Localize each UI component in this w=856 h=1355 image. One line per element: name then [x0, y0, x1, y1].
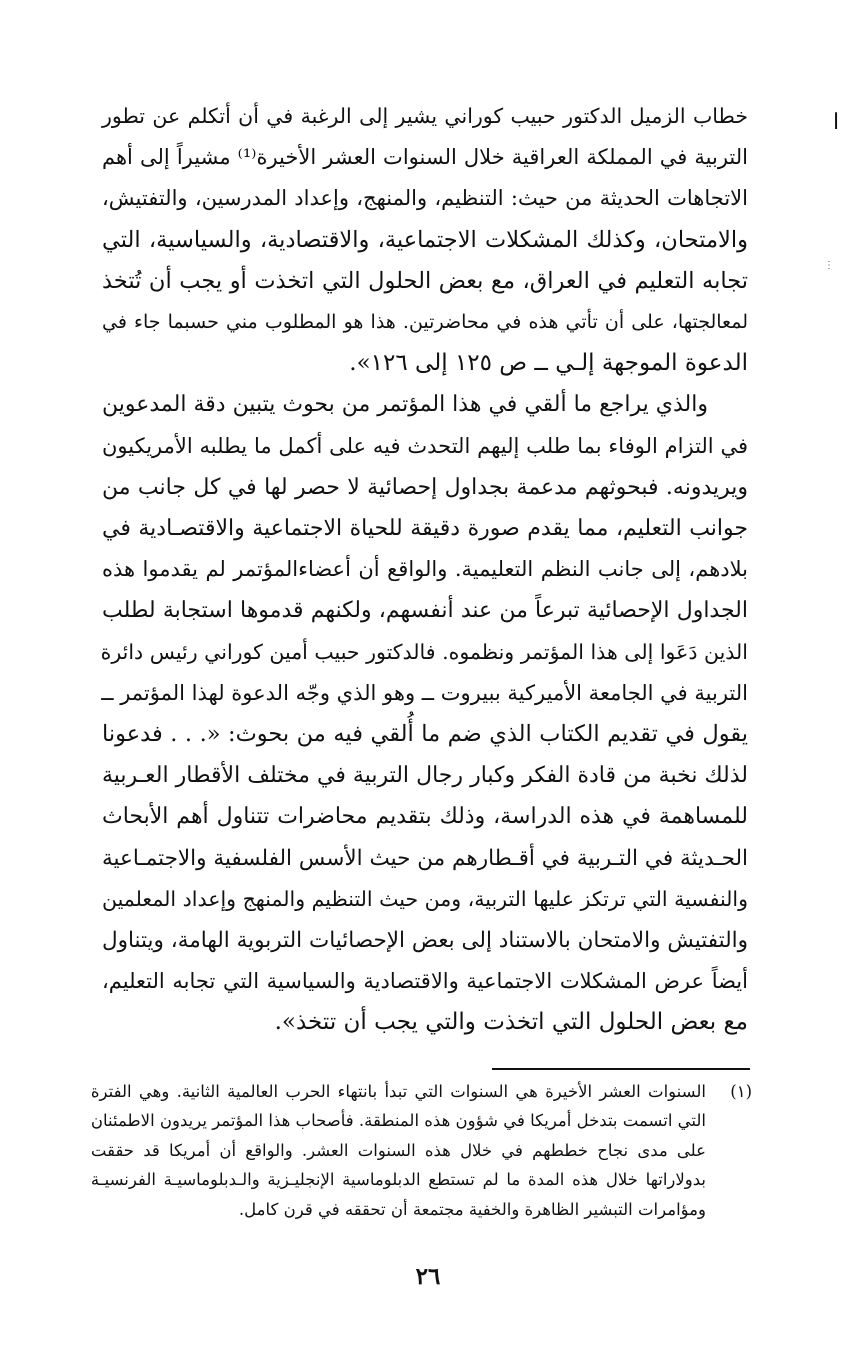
- text-line: الحـديثة في التـربية في أقـطارهم من حيث الأسس الفلسفية والاجتمـاعية: [102, 845, 748, 871]
- footnote-line: التي اتسمت بتدخل أمريكا في شؤون هذه المنطقة. فأصحاب هذا المؤتمر يريدون الاطمئنان: [90, 1111, 706, 1131]
- text-line: يقول في تقديم الكتاب الذي ضم ما أُلقي فيه من بحوث: «. . . فدعونا: [102, 721, 748, 748]
- text-line: مع بعض الحلول التي اتخذت والتي يجب أن تتخذ».: [274, 1009, 748, 1036]
- text-line: الذين دَعَوا إلى هذا المؤتمر ونظموه. فالدكتور حبيب أمين كوراني رئيس دائرة: [100, 639, 748, 664]
- paragraph-2: [102, 384, 748, 1043]
- text-line: التربية في الجامعة الأميركية ببيروت ــ وهو الذي وجّه الدعوة لهذا المؤتمر ــ: [101, 680, 748, 705]
- footnote-line: ومؤامرات التبشير الظاهرة والخفية مجتمعة أن تحققه في قرن كامل.: [238, 1199, 706, 1219]
- text-line: ويريدونه. فبحوثهم مدعمة بجداول إحصائية لا حصر لها في كل جانب من: [102, 474, 748, 500]
- margin-dots: ⋮: [824, 260, 834, 271]
- text-line: الاتجاهات الحديثة من حيث: التنظيم، والمنهج، وإعداد المدرسين، والتفتيش،: [102, 186, 748, 211]
- text-line: الدعوة الموجهة إلـي ــ ص ١٢٥ إلى ١٢٦».: [349, 350, 748, 377]
- text-line: الجداول الإحصائية تبرعاً من عند أنفسهم، ولكنهم قدموها استجابة لطلب: [102, 598, 748, 624]
- paragraph-1: [102, 96, 748, 384]
- text-line: للمساهمة في هذه الدراسة، وذلك بتقديم محاضرات تتناول أهم الأبحاث: [102, 804, 748, 830]
- text-line: أيضاً عرض المشكلات الاجتماعية والاقتصادية والسياسية التي تجابه التعليم،: [102, 969, 748, 994]
- footnote-divider: [492, 1068, 750, 1070]
- footnote-line: السنوات العشر الأخيرة هي السنوات التي تبدأ بانتهاء الحرب العالمية الثانية. وهي الفترة: [90, 1082, 706, 1101]
- footnote-1: [90, 1077, 752, 1224]
- text-line: والتفتيش والامتحان بالاستناد إلى بعض الإحصائيات التربوية الهامة، ويتناول: [102, 928, 748, 954]
- text-line: لذلك نخبة من قادة الفكر وكبار رجال التربية في مختلف الأقطار العـربية: [102, 763, 748, 789]
- text-line: في التزام الوفاء بما طلب إليهم التحدث فيه على أكمل ما يطلبه الأمريكيون: [102, 433, 748, 458]
- footnote-number: (١): [730, 1082, 752, 1101]
- text-line: والامتحان، وكذلك المشكلات الاجتماعية، والاقتصادية، والسياسية، التي: [102, 226, 748, 253]
- text-line: لمعالجتها، على أن تأتي هذه في محاضرتين. هذا هو المطلوب مني حسبما جاء في: [102, 311, 748, 334]
- text-line: جوانب التعليم، مما يقدم صورة دقيقة للحياة الاجتماعية والاقتصـادية في: [102, 516, 748, 542]
- text-line: التربية في المملكة العراقية خلال السنوات العشر الأخيرة⁽¹⁾ مشيراً إلى أهم: [102, 145, 749, 170]
- text-line: بلادهم، إلى جانب النظم التعليمية. والواقع أن أعضاءالمؤتمر لم يقدموا هذه: [102, 557, 748, 582]
- page-number: ٢٦: [415, 1263, 441, 1290]
- footnote-line: على مدى نجاح خططهم في خلال هذه السنوات العشر. والواقع أن أمريكا قد حققت: [90, 1140, 706, 1160]
- footnotes: [90, 1077, 752, 1224]
- margin-mark: ا: [833, 110, 840, 135]
- main-text: [102, 96, 748, 1044]
- footnote-body: [91, 1077, 706, 1224]
- text-line: والذي يراجع ما ألقي في هذا المؤتمر من بحوث يتبين دقة المدعوين: [102, 392, 708, 418]
- footnote-line: بدولاراتها خلال هذه المدة ما لم تستطع الدبلوماسية الإنجليـزية والـدبلوماسيـة الفرنسيـة: [90, 1170, 706, 1190]
- text-line: والنفسية التي ترتكز عليها التربية، ومن حيث التنظيم والمنهج وإعداد المعلمين: [102, 886, 748, 911]
- text-line: تجابه التعليم في العراق، مع بعض الحلول التي اتخذت أو يجب أن تُتخذ: [102, 267, 748, 294]
- text-line: خطاب الزميل الدكتور حبيب كوراني يشير إلى الرغبة في أن أتكلم عن تطور: [102, 104, 748, 128]
